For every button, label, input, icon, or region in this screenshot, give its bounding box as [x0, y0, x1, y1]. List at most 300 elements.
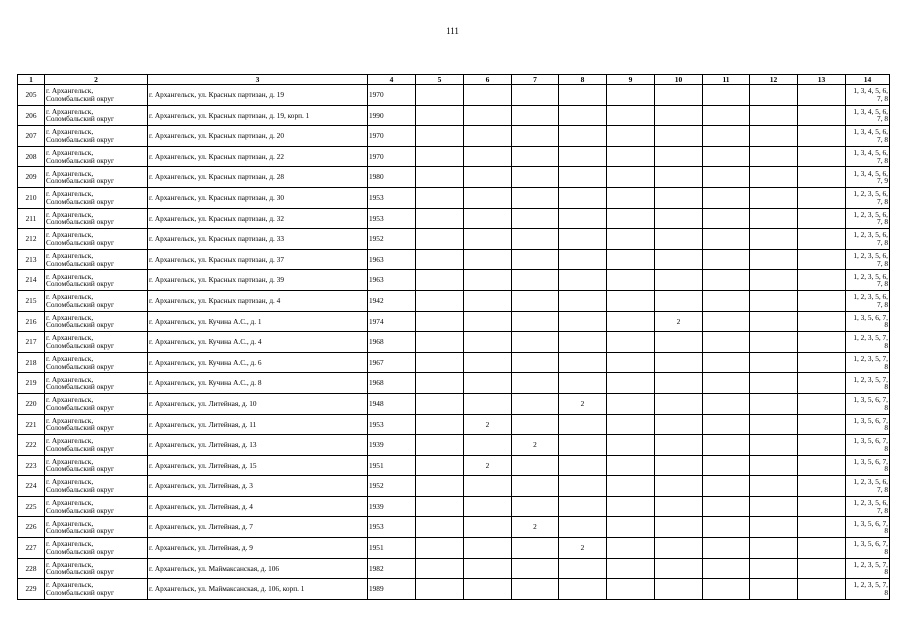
table-row	[18, 332, 890, 353]
column-header-10: 10	[655, 75, 703, 85]
year-cell: 1948	[368, 393, 416, 414]
district-line: Соломбальский округ	[46, 93, 114, 103]
column-5-cell	[416, 249, 464, 270]
district-cell	[45, 435, 148, 456]
column-8-cell	[559, 579, 607, 600]
year-cell: 1970	[368, 126, 416, 147]
column-10-cell	[655, 538, 703, 559]
column-11-cell	[703, 187, 750, 208]
column-5-cell	[416, 579, 464, 600]
column-14-cell	[846, 558, 890, 579]
column-8-cell	[559, 414, 607, 435]
year-cell: 1967	[368, 352, 416, 373]
district-line: Соломбальский округ	[46, 526, 114, 536]
column-9-cell	[607, 311, 655, 332]
column-11-cell	[703, 229, 750, 250]
column-10-cell	[655, 126, 703, 147]
district-line: Соломбальский округ	[46, 114, 114, 124]
column-14-cell	[846, 229, 890, 250]
column-12-cell	[750, 332, 798, 353]
column-7-cell	[512, 352, 559, 373]
column-header-9: 9	[607, 75, 655, 85]
column-5-cell	[416, 146, 464, 167]
column-7-cell	[512, 579, 559, 600]
year-cell: 1952	[368, 229, 416, 250]
district-line: г. Архангельск,	[46, 518, 94, 528]
column-11-cell	[703, 496, 750, 517]
district-cell	[45, 105, 148, 126]
column-9-cell	[607, 476, 655, 497]
column-12-cell	[750, 352, 798, 373]
column-9-cell	[607, 579, 655, 600]
column-11-cell	[703, 105, 750, 126]
table-row	[18, 352, 890, 373]
column-13-cell	[798, 187, 846, 208]
column-14-line: 7, 8	[877, 196, 888, 206]
column-12-cell	[750, 290, 798, 311]
column-6-cell	[464, 290, 512, 311]
column-7-cell	[512, 146, 559, 167]
district-line: г. Архангельск,	[46, 189, 94, 199]
column-10-cell	[655, 393, 703, 414]
address-cell: г. Архангельск, ул. Красных партизан, д. 20	[148, 126, 368, 147]
row-number-cell: 229	[18, 579, 45, 600]
district-line: Соломбальский округ	[46, 382, 114, 392]
column-5-cell	[416, 105, 464, 126]
column-14-line: 7, 8	[877, 237, 888, 247]
table-row	[18, 414, 890, 435]
column-11-cell	[703, 290, 750, 311]
year-cell: 1939	[368, 496, 416, 517]
column-13-cell	[798, 208, 846, 229]
district-cell	[45, 187, 148, 208]
row-number-cell: 211	[18, 208, 45, 229]
district-cell	[45, 229, 148, 250]
column-10-cell	[655, 435, 703, 456]
column-8-cell	[559, 558, 607, 579]
column-13-cell	[798, 476, 846, 497]
column-8-cell	[559, 85, 607, 106]
column-14-line: 1, 3, 4, 5, 6,	[853, 86, 888, 96]
column-5-cell	[416, 187, 464, 208]
district-cell	[45, 538, 148, 559]
column-12-cell	[750, 558, 798, 579]
column-11-cell	[703, 167, 750, 188]
district-line: Соломбальский округ	[46, 134, 114, 144]
column-header-12: 12	[750, 75, 798, 85]
row-number-cell: 221	[18, 414, 45, 435]
address-cell: г. Архангельск, ул. Красных партизан, д. 37	[148, 249, 368, 270]
column-9-cell	[607, 538, 655, 559]
column-12-cell	[750, 85, 798, 106]
column-8-cell	[559, 352, 607, 373]
column-5-cell	[416, 496, 464, 517]
column-14-cell	[846, 249, 890, 270]
column-14-line: 1, 3, 5, 6, 7,	[853, 539, 888, 549]
row-number-cell: 209	[18, 167, 45, 188]
district-line: г. Архангельск,	[46, 230, 94, 240]
column-7-cell	[512, 249, 559, 270]
column-14-cell	[846, 435, 890, 456]
address-cell: г. Архангельск, ул. Литейная, д. 13	[148, 435, 368, 456]
column-5-cell	[416, 435, 464, 456]
column-14-line: 1, 3, 5, 6, 7,	[853, 415, 888, 425]
column-5-cell	[416, 290, 464, 311]
column-14-line: 1, 2, 3, 5, 7,	[853, 580, 888, 590]
column-6-cell	[464, 311, 512, 332]
district-line: Соломбальский округ	[46, 402, 114, 412]
address-cell: г. Архангельск, ул. Красных партизан, д. 33	[148, 229, 368, 250]
column-9-cell	[607, 558, 655, 579]
column-14-cell	[846, 290, 890, 311]
column-13-cell	[798, 352, 846, 373]
column-14-cell	[846, 146, 890, 167]
column-8-cell	[559, 290, 607, 311]
column-7-cell: 2	[512, 435, 559, 456]
column-13-cell	[798, 126, 846, 147]
column-11-cell	[703, 579, 750, 600]
district-cell	[45, 517, 148, 538]
column-10-cell	[655, 352, 703, 373]
column-14-cell	[846, 352, 890, 373]
column-5-cell	[416, 270, 464, 291]
district-cell	[45, 146, 148, 167]
column-7-cell	[512, 270, 559, 291]
column-10-cell	[655, 249, 703, 270]
district-cell	[45, 311, 148, 332]
column-10-cell	[655, 476, 703, 497]
table-row	[18, 105, 890, 126]
district-line: г. Архангельск,	[46, 580, 94, 590]
column-8-cell	[559, 373, 607, 394]
column-6-cell	[464, 146, 512, 167]
column-6-cell	[464, 187, 512, 208]
column-12-cell	[750, 167, 798, 188]
row-number-cell: 210	[18, 187, 45, 208]
column-5-cell	[416, 126, 464, 147]
row-number-cell: 218	[18, 352, 45, 373]
column-10-cell	[655, 414, 703, 435]
column-12-cell	[750, 208, 798, 229]
year-cell: 1963	[368, 270, 416, 291]
table-row	[18, 208, 890, 229]
column-6-cell	[464, 352, 512, 373]
district-cell	[45, 249, 148, 270]
column-13-cell	[798, 105, 846, 126]
column-8-cell	[559, 435, 607, 456]
row-number-cell: 227	[18, 538, 45, 559]
year-cell: 1968	[368, 373, 416, 394]
table-row	[18, 435, 890, 456]
column-6-cell	[464, 229, 512, 250]
column-14-line: 1, 2, 3, 5, 7,	[853, 333, 888, 343]
column-14-line: 7, 8	[877, 217, 888, 227]
year-cell: 1953	[368, 187, 416, 208]
district-line: Соломбальский округ	[46, 279, 114, 289]
column-6-cell	[464, 393, 512, 414]
column-14-line: 1, 2, 3, 5, 6,	[853, 271, 888, 281]
column-header-3: 3	[148, 75, 368, 85]
row-number-cell: 226	[18, 517, 45, 538]
column-10-cell	[655, 290, 703, 311]
column-10-cell	[655, 496, 703, 517]
year-cell: 1951	[368, 538, 416, 559]
column-11-cell	[703, 311, 750, 332]
column-11-cell	[703, 126, 750, 147]
table-row	[18, 476, 890, 497]
column-14-cell	[846, 517, 890, 538]
table-row	[18, 579, 890, 600]
district-line: г. Архангельск,	[46, 559, 94, 569]
district-line: г. Архангельск,	[46, 86, 94, 96]
column-11-cell	[703, 393, 750, 414]
district-line: г. Архангельск,	[46, 168, 94, 178]
column-13-cell	[798, 85, 846, 106]
column-12-cell	[750, 455, 798, 476]
table-row	[18, 126, 890, 147]
column-14-line: 7, 8	[877, 258, 888, 268]
year-cell: 1970	[368, 146, 416, 167]
column-12-cell	[750, 373, 798, 394]
column-5-cell	[416, 414, 464, 435]
column-13-cell	[798, 579, 846, 600]
table-row	[18, 373, 890, 394]
column-14-cell	[846, 414, 890, 435]
column-12-cell	[750, 105, 798, 126]
column-8-cell	[559, 311, 607, 332]
column-6-cell	[464, 105, 512, 126]
column-6-cell	[464, 249, 512, 270]
district-line: Соломбальский округ	[46, 588, 114, 598]
address-cell: г. Архангельск, ул. Красных партизан, д. 19	[148, 85, 368, 106]
column-7-cell	[512, 126, 559, 147]
column-10-cell	[655, 558, 703, 579]
address-cell: г. Архангельск, ул. Красных партизан, д. 4	[148, 290, 368, 311]
row-number-cell: 212	[18, 229, 45, 250]
district-line: г. Архангельск,	[46, 456, 94, 466]
district-line: Соломбальский округ	[46, 340, 114, 350]
column-14-line: 7, 8	[877, 93, 888, 103]
district-cell	[45, 414, 148, 435]
year-cell: 1980	[368, 167, 416, 188]
district-line: г. Архангельск,	[46, 395, 94, 405]
column-5-cell	[416, 393, 464, 414]
column-5-cell	[416, 167, 464, 188]
table-row	[18, 167, 890, 188]
column-12-cell	[750, 187, 798, 208]
header-row	[18, 75, 890, 85]
address-cell: г. Архангельск, ул. Маймаксанская, д. 106, корп. 1	[148, 579, 368, 600]
column-11-cell	[703, 538, 750, 559]
address-cell: г. Архангельск, ул. Литейная, д. 10	[148, 393, 368, 414]
column-14-line: 8	[884, 546, 888, 556]
address-cell: г. Архангельск, ул. Кучина А.С., д. 1	[148, 311, 368, 332]
column-10-cell	[655, 167, 703, 188]
column-9-cell	[607, 332, 655, 353]
district-cell	[45, 167, 148, 188]
column-12-cell	[750, 517, 798, 538]
column-14-cell	[846, 579, 890, 600]
district-line: Соломбальский округ	[46, 567, 114, 577]
column-6-cell	[464, 435, 512, 456]
district-line: г. Архангельск,	[46, 292, 94, 302]
column-9-cell	[607, 229, 655, 250]
column-11-cell	[703, 517, 750, 538]
column-14-cell	[846, 85, 890, 106]
column-10-cell	[655, 270, 703, 291]
column-6-cell	[464, 167, 512, 188]
row-number-cell: 216	[18, 311, 45, 332]
district-line: г. Архангельск,	[46, 147, 94, 157]
column-12-cell	[750, 538, 798, 559]
column-6-cell	[464, 332, 512, 353]
district-line: г. Архангельск,	[46, 415, 94, 425]
column-11-cell	[703, 146, 750, 167]
column-8-cell	[559, 187, 607, 208]
column-6-cell	[464, 270, 512, 291]
column-7-cell	[512, 311, 559, 332]
column-5-cell	[416, 373, 464, 394]
column-13-cell	[798, 270, 846, 291]
table-row	[18, 229, 890, 250]
column-5-cell	[416, 229, 464, 250]
column-7-cell	[512, 187, 559, 208]
column-13-cell	[798, 146, 846, 167]
column-13-cell	[798, 332, 846, 353]
year-cell: 1953	[368, 517, 416, 538]
district-line: Соломбальский округ	[46, 485, 114, 495]
column-12-cell	[750, 414, 798, 435]
column-14-line: 8	[884, 526, 888, 536]
column-8-cell	[559, 208, 607, 229]
address-cell: г. Архангельск, ул. Красных партизан, д. 19, корп. 1	[148, 105, 368, 126]
district-cell	[45, 85, 148, 106]
column-13-cell	[798, 435, 846, 456]
row-number-cell: 217	[18, 332, 45, 353]
column-header-2: 2	[45, 75, 148, 85]
column-14-line: 1, 2, 3, 5, 6,	[853, 292, 888, 302]
column-13-cell	[798, 167, 846, 188]
row-number-cell: 215	[18, 290, 45, 311]
district-line: Соломбальский округ	[46, 443, 114, 453]
column-8-cell	[559, 126, 607, 147]
column-7-cell	[512, 373, 559, 394]
column-10-cell	[655, 373, 703, 394]
column-6-cell: 2	[464, 455, 512, 476]
year-cell: 1974	[368, 311, 416, 332]
column-header-13: 13	[798, 75, 846, 85]
column-14-line: 8	[884, 402, 888, 412]
column-9-cell	[607, 352, 655, 373]
column-14-line: 1, 2, 3, 5, 7,	[853, 374, 888, 384]
column-14-line: 1, 2, 3, 5, 6,	[853, 498, 888, 508]
address-cell: г. Архангельск, ул. Красных партизан, д. 39	[148, 270, 368, 291]
district-cell	[45, 373, 148, 394]
column-14-line: 8	[884, 567, 888, 577]
row-number-cell: 219	[18, 373, 45, 394]
column-8-cell: 2	[559, 393, 607, 414]
table-body	[18, 85, 890, 600]
column-13-cell	[798, 373, 846, 394]
district-cell	[45, 126, 148, 147]
year-cell: 1968	[368, 332, 416, 353]
column-6-cell	[464, 558, 512, 579]
column-14-line: 1, 3, 5, 6, 7,	[853, 395, 888, 405]
column-11-cell	[703, 558, 750, 579]
column-8-cell	[559, 249, 607, 270]
column-6-cell	[464, 126, 512, 147]
district-line: Соломбальский округ	[46, 361, 114, 371]
column-10-cell	[655, 85, 703, 106]
district-cell	[45, 496, 148, 517]
column-13-cell	[798, 290, 846, 311]
column-11-cell	[703, 455, 750, 476]
column-11-cell	[703, 270, 750, 291]
column-7-cell	[512, 105, 559, 126]
column-6-cell	[464, 579, 512, 600]
column-header-4: 4	[368, 75, 416, 85]
column-10-cell	[655, 579, 703, 600]
district-line: Соломбальский округ	[46, 505, 114, 515]
row-number-cell: 228	[18, 558, 45, 579]
address-cell: г. Архангельск, ул. Красных партизан, д. 32	[148, 208, 368, 229]
column-14-line: 8	[884, 443, 888, 453]
district-cell	[45, 208, 148, 229]
column-14-line: 1, 3, 5, 6, 7,	[853, 456, 888, 466]
address-cell: г. Архангельск, ул. Красных партизан, д. 22	[148, 146, 368, 167]
column-7-cell	[512, 290, 559, 311]
district-cell	[45, 270, 148, 291]
table-row	[18, 146, 890, 167]
table-row	[18, 311, 890, 332]
column-7-cell	[512, 414, 559, 435]
column-10-cell	[655, 455, 703, 476]
column-9-cell	[607, 105, 655, 126]
table-row	[18, 538, 890, 559]
district-cell	[45, 393, 148, 414]
column-14-line: 7, 8	[877, 299, 888, 309]
column-14-line: 8	[884, 464, 888, 474]
column-5-cell	[416, 208, 464, 229]
column-8-cell	[559, 229, 607, 250]
column-13-cell	[798, 229, 846, 250]
column-8-cell	[559, 455, 607, 476]
column-header-1: 1	[18, 75, 45, 85]
column-5-cell	[416, 538, 464, 559]
column-14-cell	[846, 311, 890, 332]
column-14-cell	[846, 476, 890, 497]
column-8-cell	[559, 146, 607, 167]
row-number-cell: 225	[18, 496, 45, 517]
column-14-line: 1, 3, 5, 6, 7,	[853, 436, 888, 446]
district-line: г. Архангельск,	[46, 312, 94, 322]
district-cell	[45, 558, 148, 579]
column-10-cell	[655, 146, 703, 167]
column-12-cell	[750, 435, 798, 456]
table-row	[18, 270, 890, 291]
row-number-cell: 206	[18, 105, 45, 126]
column-12-cell	[750, 229, 798, 250]
column-6-cell	[464, 476, 512, 497]
column-5-cell	[416, 311, 464, 332]
column-9-cell	[607, 167, 655, 188]
district-line: г. Архангельск,	[46, 353, 94, 363]
district-line: Соломбальский округ	[46, 237, 114, 247]
address-cell: г. Архангельск, ул. Литейная, д. 4	[148, 496, 368, 517]
district-line: г. Архангельск,	[46, 271, 94, 281]
column-7-cell	[512, 85, 559, 106]
column-6-cell	[464, 85, 512, 106]
